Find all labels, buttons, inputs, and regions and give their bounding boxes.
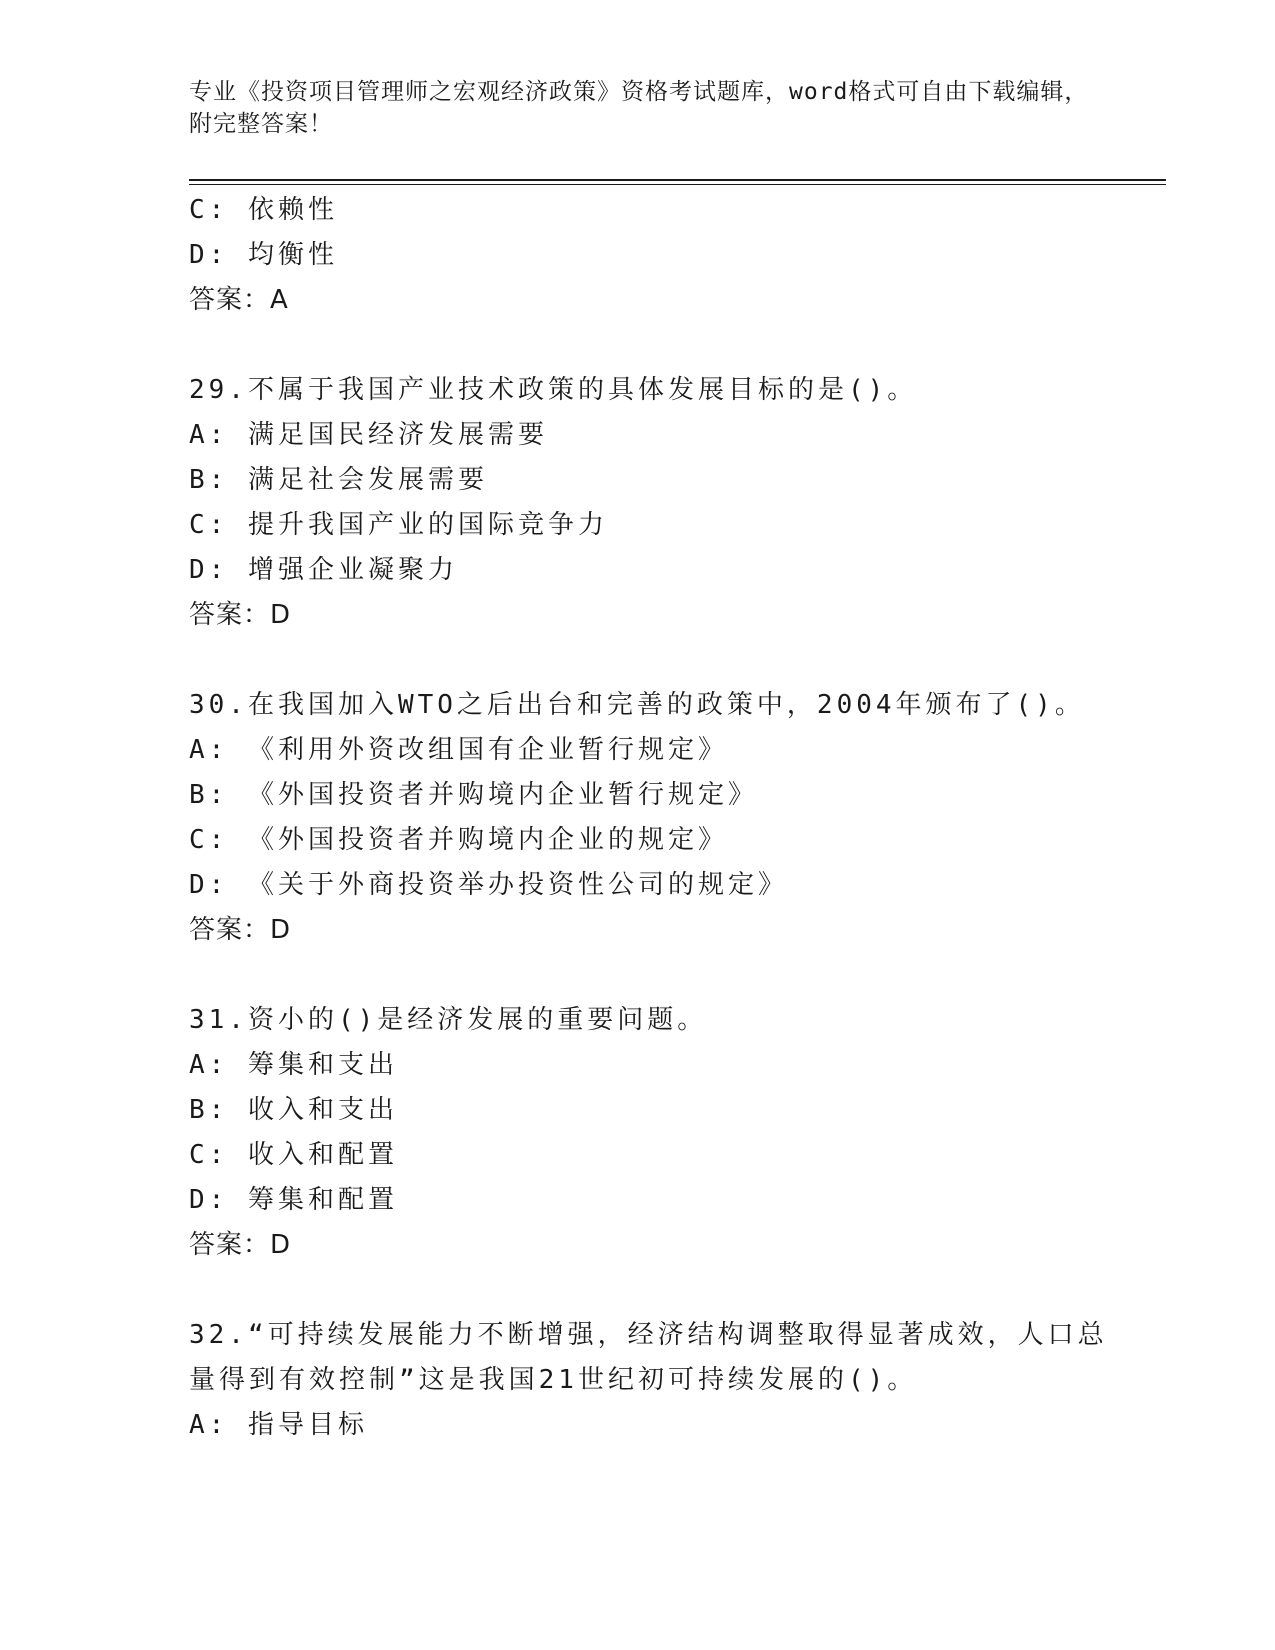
question-stem-line-1: 32.“可持续发展能力不断增强，经济结构调整取得显著成效，人口总	[189, 1320, 1108, 1350]
header-rule-thin	[189, 184, 1166, 185]
option-b: B: 收入和支出	[189, 1095, 398, 1125]
option-c: C: 收入和配置	[189, 1140, 398, 1170]
option-d: D: 《关于外商投资举办投资性公司的规定》	[189, 870, 788, 900]
option-b: B: 《外国投资者并购境内企业暂行规定》	[189, 780, 758, 810]
question-stem-line-2: 量得到有效控制”这是我国21世纪初可持续发展的()。	[189, 1365, 918, 1395]
question-stem: 31.资小的()是经济发展的重要问题。	[189, 1005, 708, 1035]
option-d: D: 均衡性	[189, 240, 338, 270]
option-a: A: 满足国民经济发展需要	[189, 420, 548, 450]
answer-line: 答案：D	[189, 915, 292, 945]
question-stem: 29.不属于我国产业技术政策的具体发展目标的是()。	[189, 375, 918, 405]
option-d: D: 筹集和配置	[189, 1185, 398, 1215]
option-c: C: 依赖性	[189, 195, 338, 225]
option-d: D: 增强企业凝聚力	[189, 555, 458, 585]
answer-line: 答案：D	[189, 600, 292, 630]
option-b: B: 满足社会发展需要	[189, 465, 488, 495]
answer-line: 答案：A	[189, 285, 289, 315]
document-header: 专业《投资项目管理师之宏观经济政策》资格考试题库，word格式可自由下载编辑，附完整答案！	[189, 79, 1089, 137]
option-a: A: 筹集和支出	[189, 1050, 398, 1080]
option-c: C: 提升我国产业的国际竞争力	[189, 510, 608, 540]
answer-line: 答案：D	[189, 1230, 292, 1260]
option-c: C: 《外国投资者并购境内企业的规定》	[189, 825, 728, 855]
option-a: A: 《利用外资改组国有企业暂行规定》	[189, 735, 728, 765]
question-stem: 30.在我国加入WTO之后出台和完善的政策中，2004年颁布了()。	[189, 690, 1085, 720]
option-a: A: 指导目标	[189, 1410, 368, 1440]
header-rule-thick	[189, 179, 1166, 181]
